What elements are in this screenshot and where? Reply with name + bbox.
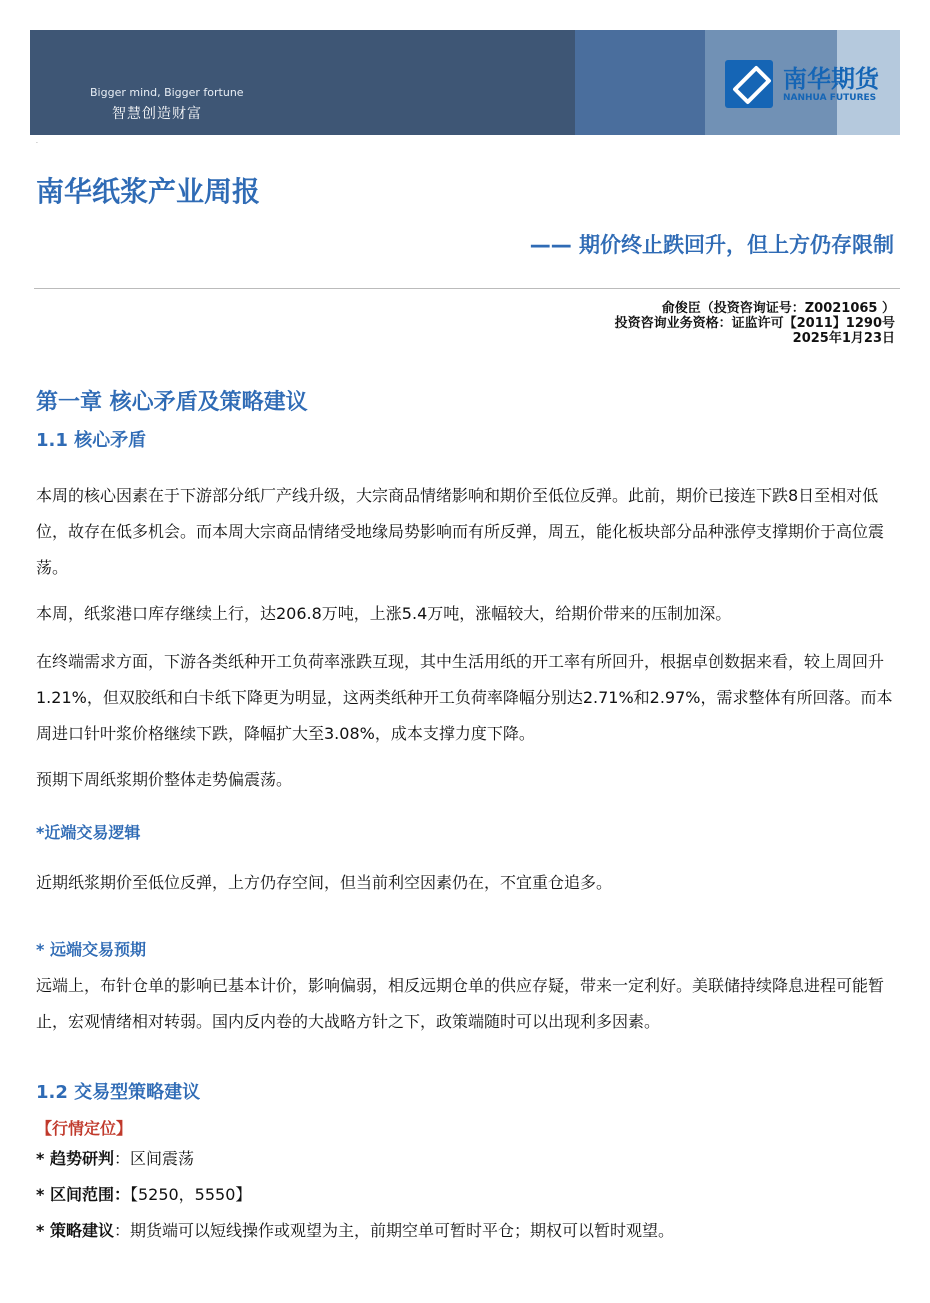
report-subtitle: —— 期价终止跌回升，但上方仍存限制	[529, 233, 894, 257]
subheading: *近端交易逻辑	[36, 823, 141, 842]
paragraph: 近期纸浆期价至低位反弹，上方仍存空间，但当前利空因素仍在，不宜重仓追多。	[36, 873, 613, 892]
chapter-heading: 第一章 核心矛盾及策略建议	[36, 390, 308, 415]
logo-cn: 南华期货	[783, 65, 879, 93]
paragraph: 在终端需求方面，下游各类纸种开工负荷率涨跌互现，其中生活用纸的开工率有所回升，根据卓创数据来看，较上周回升1.21%，但双胶纸和白卡纸下降更为明显，这两类纸种开工负荷率降幅分别达2.71%和2.97%，需求整体有所回落。而本周进口针叶浆价格继续下跌，降幅扩大至3.08%，成本支撑力度下降。	[36, 652, 893, 743]
tag-label: 【行情定位】	[36, 1119, 133, 1138]
section-heading: 1.2 交易型策略建议	[36, 1082, 201, 1103]
item-key: * 趋势研判	[36, 1149, 114, 1168]
report-date: 2025年1月23日	[792, 331, 895, 346]
list-item	[36, 1141, 896, 1177]
subheading: * 远端交易预期	[36, 940, 146, 959]
paragraph: 预期下周纸浆期价整体走势偏震荡。	[36, 770, 293, 789]
report-title: 南华纸浆产业周报	[36, 175, 261, 208]
item-value: ：区间震荡	[113, 1149, 194, 1168]
paragraph: 本周的核心因素在于下游部分纸厂产线升级，大宗商品情绪影响和期价至低位反弹。此前，期价已接连下跌8日至相对低位，故存在低多机会。而本周大宗商品情绪受地缘局势影响而有所反弹，周五，能化板块部分品种涨停支撑期价于高位震荡。	[36, 486, 885, 577]
author-name: 俞俊臣（投资咨询证号：Z0021065 ）	[661, 301, 895, 316]
author-license: 投资咨询业务资格：证监许可【2011】1290号	[614, 316, 895, 331]
slogan-en: Bigger mind, Bigger fortune	[90, 86, 244, 99]
divider	[34, 288, 900, 289]
paragraph: 远端上，布针仓单的影响已基本计价，影响偏弱，相反远期仓单的供应存疑，带来一定利好。美联储持续降息进程可能暂止，宏观情绪相对转弱。国内反内卷的大战略方针之下，政策端随时可以出现利多因素。	[36, 976, 885, 1031]
author-block	[615, 301, 895, 346]
slogan-cn: 智慧创造财富	[112, 106, 202, 122]
item-value: 【5250，5550】	[129, 1185, 252, 1204]
section-heading: 1.1 核心矛盾	[36, 430, 147, 451]
logo-en: NANHUA FUTURES	[783, 93, 877, 103]
paragraph: 本周，纸浆港口库存继续上行，达206.8万吨，上涨5.4万吨，涨幅较大，给期价带来的压制加深。	[36, 604, 732, 623]
list-item	[36, 1213, 896, 1249]
nanhua-logo	[725, 60, 879, 108]
item-key: * 策略建议	[36, 1221, 114, 1240]
item-value: ：期货端可以短线操作或观望为主，前期空单可暂时平仓；期权可以暂时观望。	[113, 1221, 674, 1240]
item-key: * 区间范围：	[36, 1185, 130, 1204]
list-item	[36, 1177, 896, 1213]
logo-icon	[725, 60, 773, 108]
